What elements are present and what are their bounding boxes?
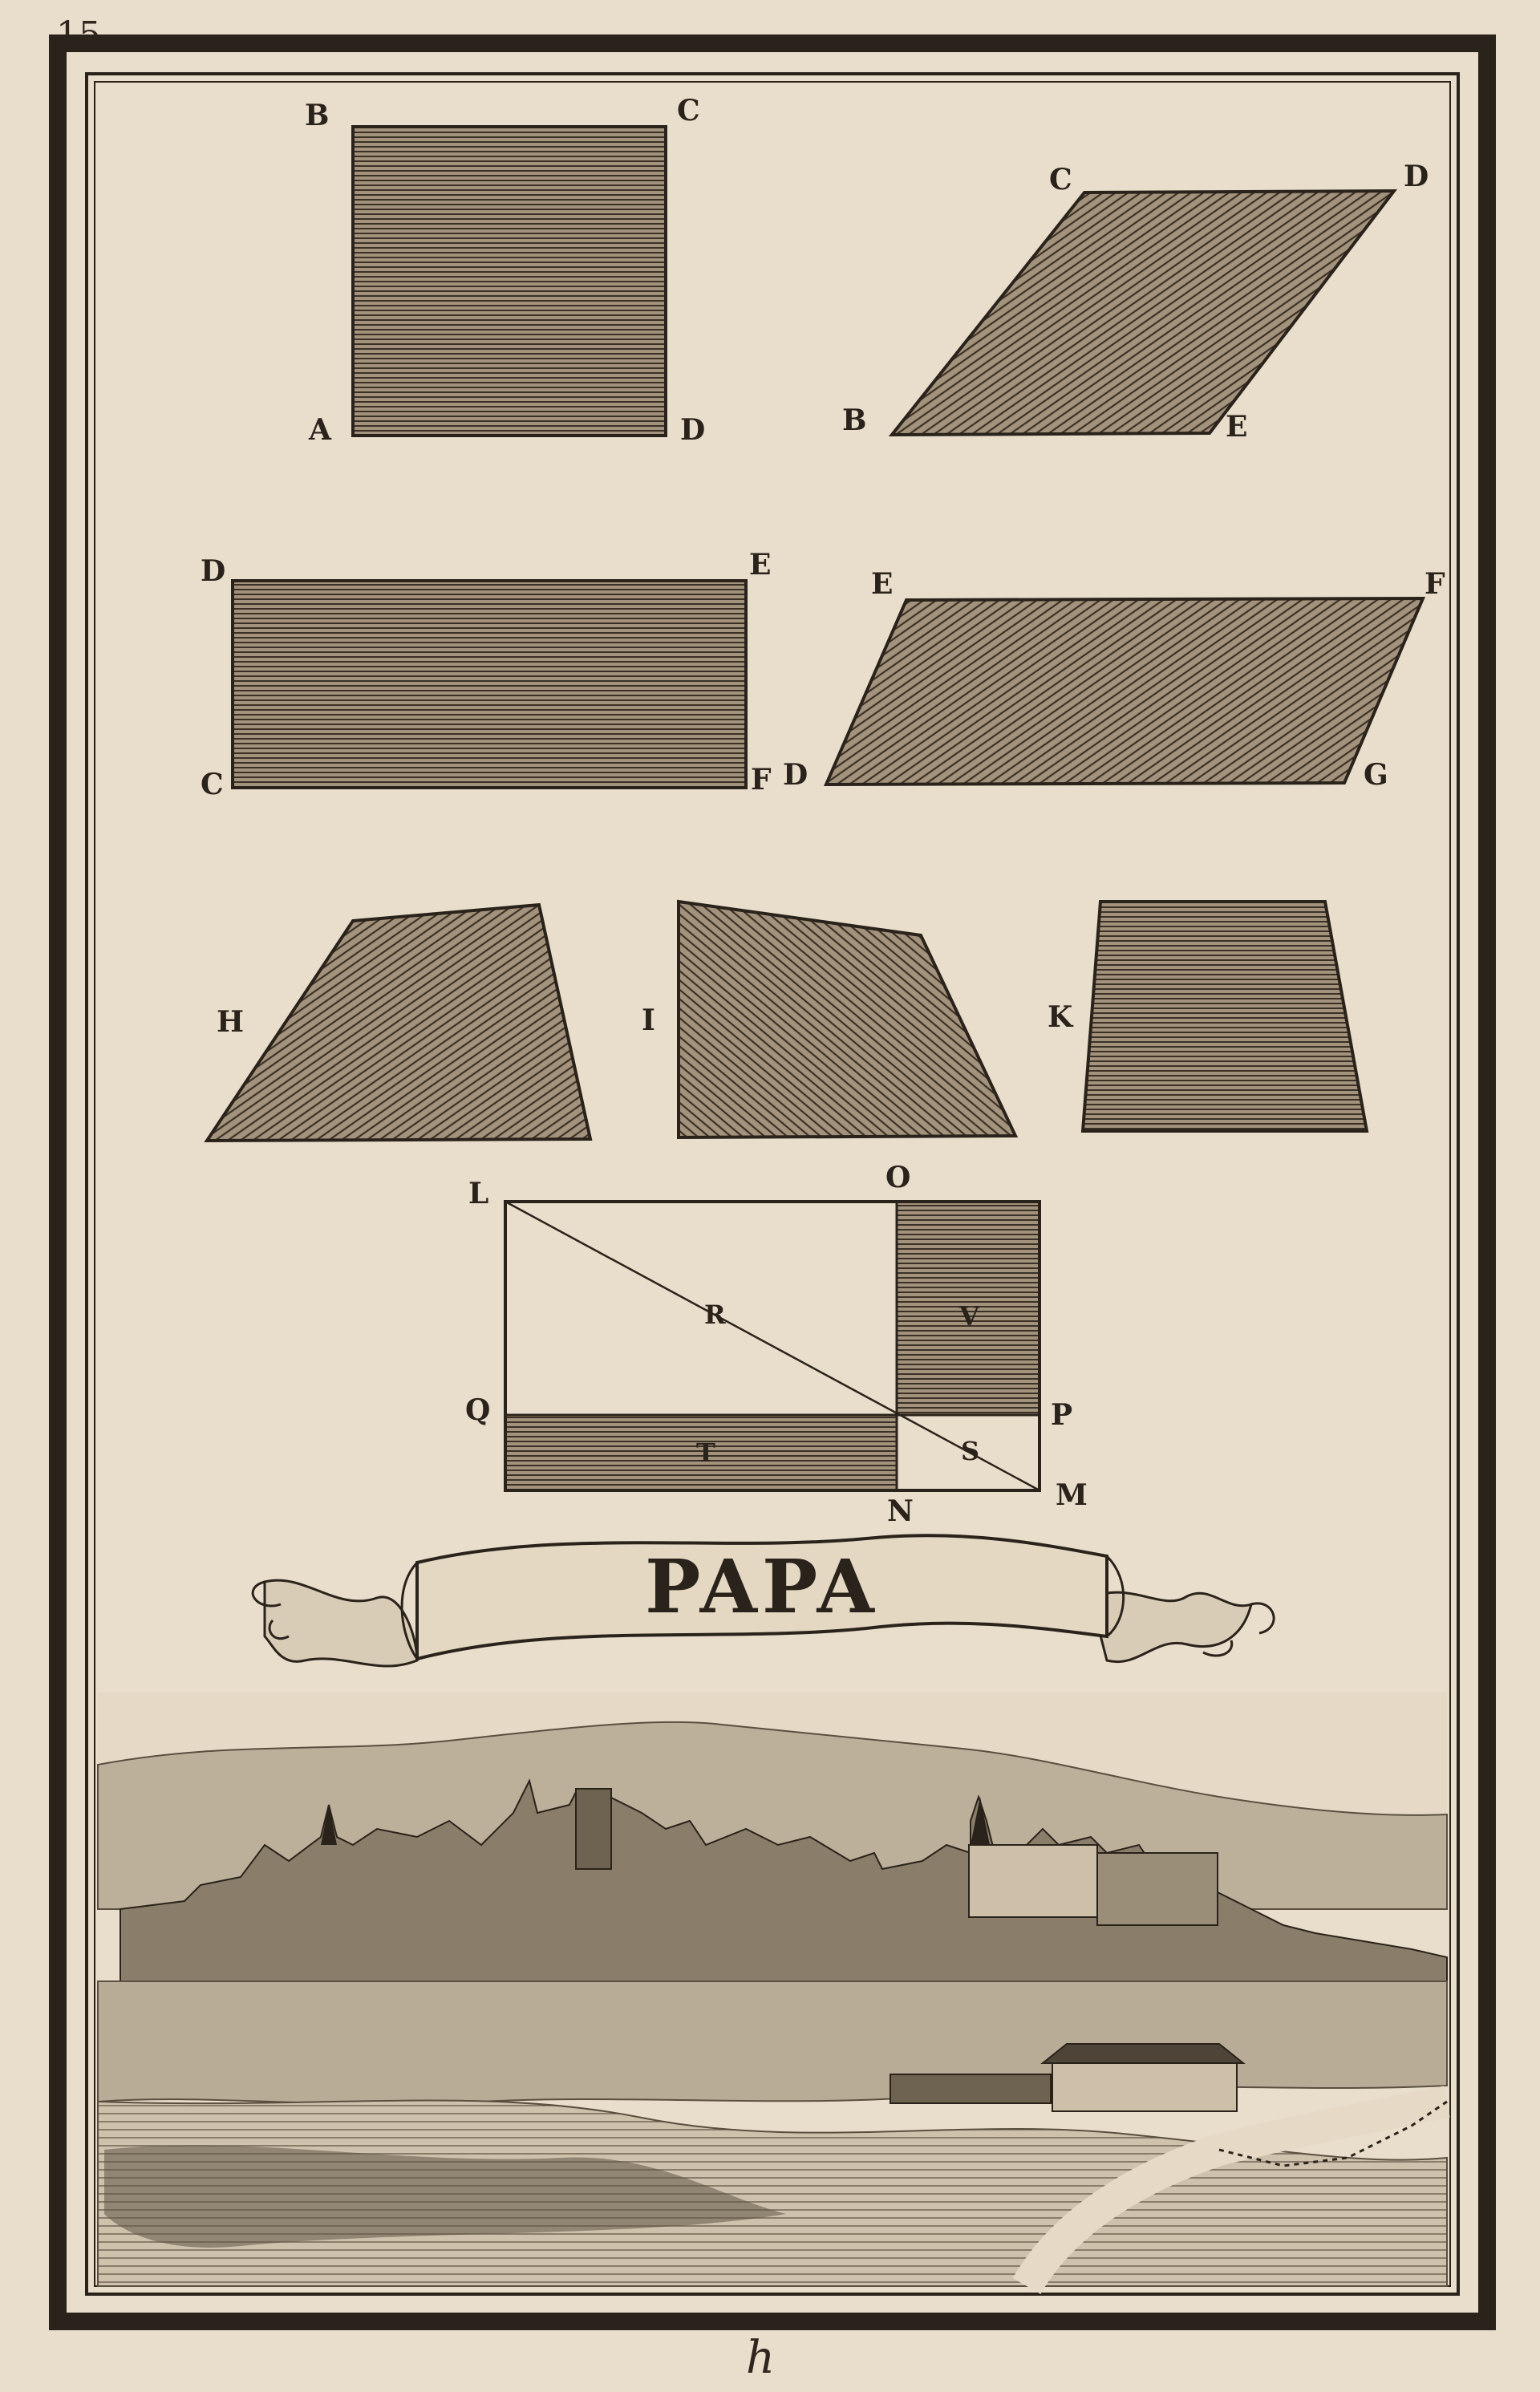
gnomon-label-l: L (468, 1177, 489, 1210)
gnomon-label-t: T (696, 1437, 715, 1468)
rhombus-label-d: D (1404, 160, 1429, 193)
plate-number: 15. (56, 14, 112, 55)
gnomon-label-s: S (961, 1436, 980, 1466)
trapezoid-h-label: H (217, 1005, 245, 1039)
rectangle-label-d: D (201, 554, 226, 588)
gnomon-label-q: Q (465, 1393, 491, 1427)
building-tower-1 (576, 1789, 611, 1869)
gnomon-label-o: O (886, 1161, 911, 1194)
square-label-b: B (305, 99, 330, 132)
parallelogram-label-g: G (1364, 758, 1388, 792)
rectangle-label-e: E (749, 548, 772, 582)
signature-mark: h (746, 2332, 776, 2384)
square-shape (353, 127, 666, 436)
square-label-d: D (680, 413, 706, 447)
building-castle (1097, 1853, 1218, 1925)
gnomon-label-v: V (959, 1301, 979, 1332)
building-palace (969, 1845, 1097, 1917)
town-view-engraving (98, 1693, 1447, 2286)
gnomon-label-r: R (704, 1299, 726, 1330)
farmhouse-wall (1052, 2063, 1237, 2111)
parallelogram-label-e: E (871, 567, 894, 601)
gnomon-label-n: N (887, 1494, 914, 1528)
rhombus-label-b: B (842, 403, 867, 437)
parallelogram-label-d: D (783, 758, 808, 792)
figure-square (305, 94, 705, 447)
figure-rectangle (201, 548, 772, 801)
farmhouse-shed (890, 2074, 1051, 2103)
rhombus-label-e: E (1226, 410, 1248, 444)
trapezoid-k-label: K (1048, 1000, 1073, 1034)
plate-title: PAPA (645, 1543, 879, 1630)
trapezoid-i-label: I (642, 1003, 655, 1037)
rectangle-shape (233, 581, 746, 788)
landscape-middle-ground (98, 1981, 1447, 2104)
rectangle-label-f: F (751, 763, 772, 797)
square-label-a: A (309, 413, 331, 447)
gnomon-label-m: M (1056, 1478, 1088, 1512)
rectangle-label-c: C (201, 768, 224, 801)
parallelogram-shape (826, 598, 1423, 784)
square-label-c: C (677, 94, 700, 128)
parallelogram-label-f: F (1424, 567, 1445, 601)
rhombus-label-c: C (1049, 163, 1072, 197)
trapezoid-k-shape (1083, 902, 1367, 1131)
gnomon-label-p: P (1051, 1398, 1073, 1432)
farmhouse-roof (1043, 2044, 1243, 2063)
